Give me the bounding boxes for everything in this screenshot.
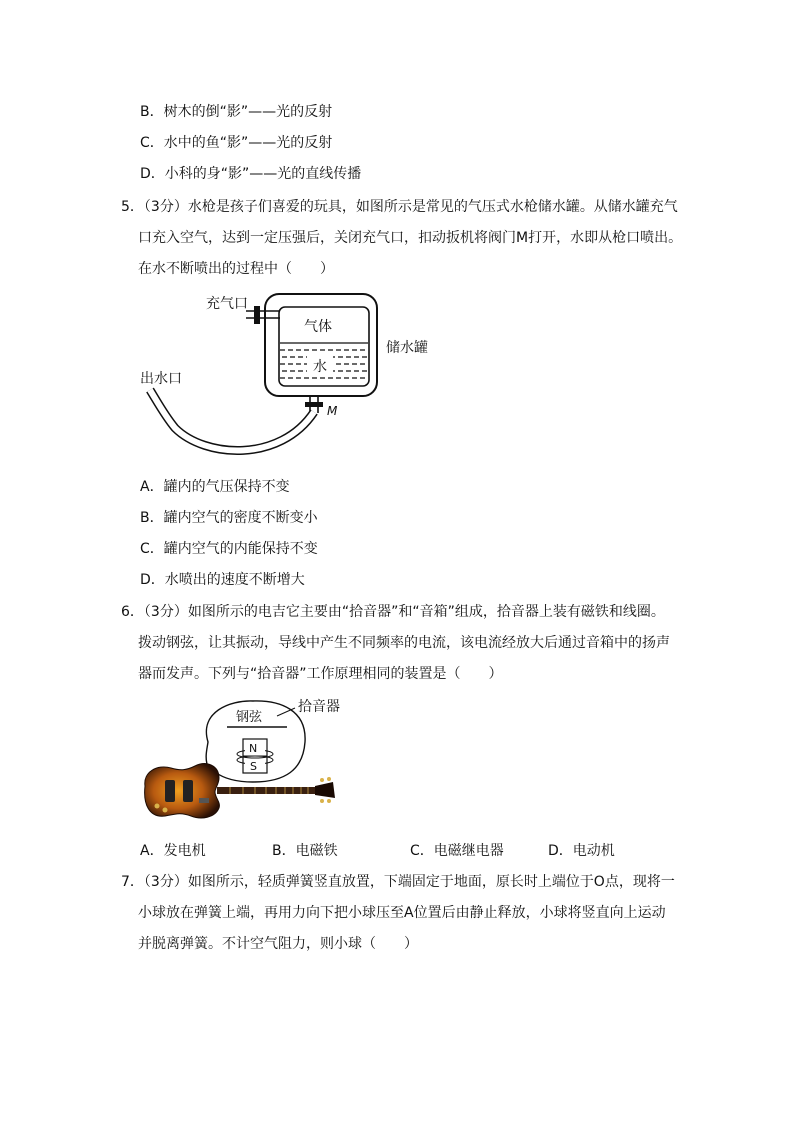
q6-option-b: B．电磁铁: [272, 843, 338, 859]
tank-outer-wall: [265, 294, 377, 396]
hose: [150, 390, 314, 451]
q5-option-b: B．罐内空气的密度不断变小: [140, 510, 318, 526]
q5-option-d: D．水喷出的速度不断增大: [140, 572, 305, 588]
water-label: 水: [313, 359, 327, 375]
q5-option-a: A．罐内的气压保持不变: [140, 479, 290, 495]
guitar-pickup-figure: [135, 694, 385, 824]
q4-option-c: C．水中的鱼“影”——光的反射: [140, 135, 333, 151]
q6-stem-line-2: 拨动钢弦，让其振动，导线中产生不同频率的电流，该电流经放大后通过音箱中的扬声: [138, 635, 670, 651]
q7-stem-line-2: 小球放在弹簧上端，再用力向下把小球压至A位置后由静止释放，小球将竖直向上运动: [138, 905, 666, 921]
south-pole-label: S: [250, 760, 257, 773]
q6-option-d: D．电动机: [548, 843, 615, 859]
valve-label: M: [327, 404, 338, 418]
q4-option-b: B．树木的倒“影”——光的反射: [140, 104, 333, 120]
q7-stem-line-3: 并脱离弹簧。不计空气阻力，则小球（ ）: [138, 936, 418, 952]
q4-option-d: D．小科的身“影”——光的直线传播: [140, 166, 362, 182]
outlet-label: 出水口: [140, 371, 182, 387]
q6-option-c: C．电磁继电器: [410, 843, 504, 859]
north-pole-label: N: [249, 742, 258, 755]
inlet-label: 充气口: [206, 296, 248, 312]
q5-stem-line-2: 口充入空气，达到一定压强后，关闭充气口，扣动扳机将阀门M打开，水即从枪口喷出。: [138, 230, 683, 246]
q6-stem-line-3: 器而发声。下列与“拾音器”工作原理相同的装置是（ ）: [138, 666, 503, 682]
tank-label: 储水罐: [386, 340, 428, 356]
water-tank-figure: [130, 288, 450, 468]
gas-label: 气体: [304, 319, 332, 335]
valve-m: [305, 402, 323, 407]
steel-string-label: 钢弦: [236, 710, 263, 725]
q5-stem-line-1: 5．（3分）水枪是孩子们喜爱的玩具，如图所示是常见的气压式水枪储水罐。从储水罐充气: [121, 199, 678, 215]
q6-option-a: A．发电机: [140, 843, 206, 859]
guitar-headstock: [315, 782, 335, 798]
pickup-label: 拾音器: [298, 699, 340, 715]
inlet-valve: [254, 306, 260, 324]
q6-stem-line-1: 6．（3分）如图所示的电吉它主要由“拾音器”和“音箱”组成，拾音器上装有磁铁和线圈。: [121, 604, 665, 620]
q5-stem-line-3: 在水不断喷出的过程中（ ）: [138, 261, 334, 277]
q5-option-c: C．罐内空气的内能保持不变: [140, 541, 318, 557]
guitar-body: [145, 764, 220, 818]
q7-stem-line-1: 7．（3分）如图所示，轻质弹簧竖直放置，下端固定于地面，原长时上端位于O点，现将一: [121, 874, 675, 890]
